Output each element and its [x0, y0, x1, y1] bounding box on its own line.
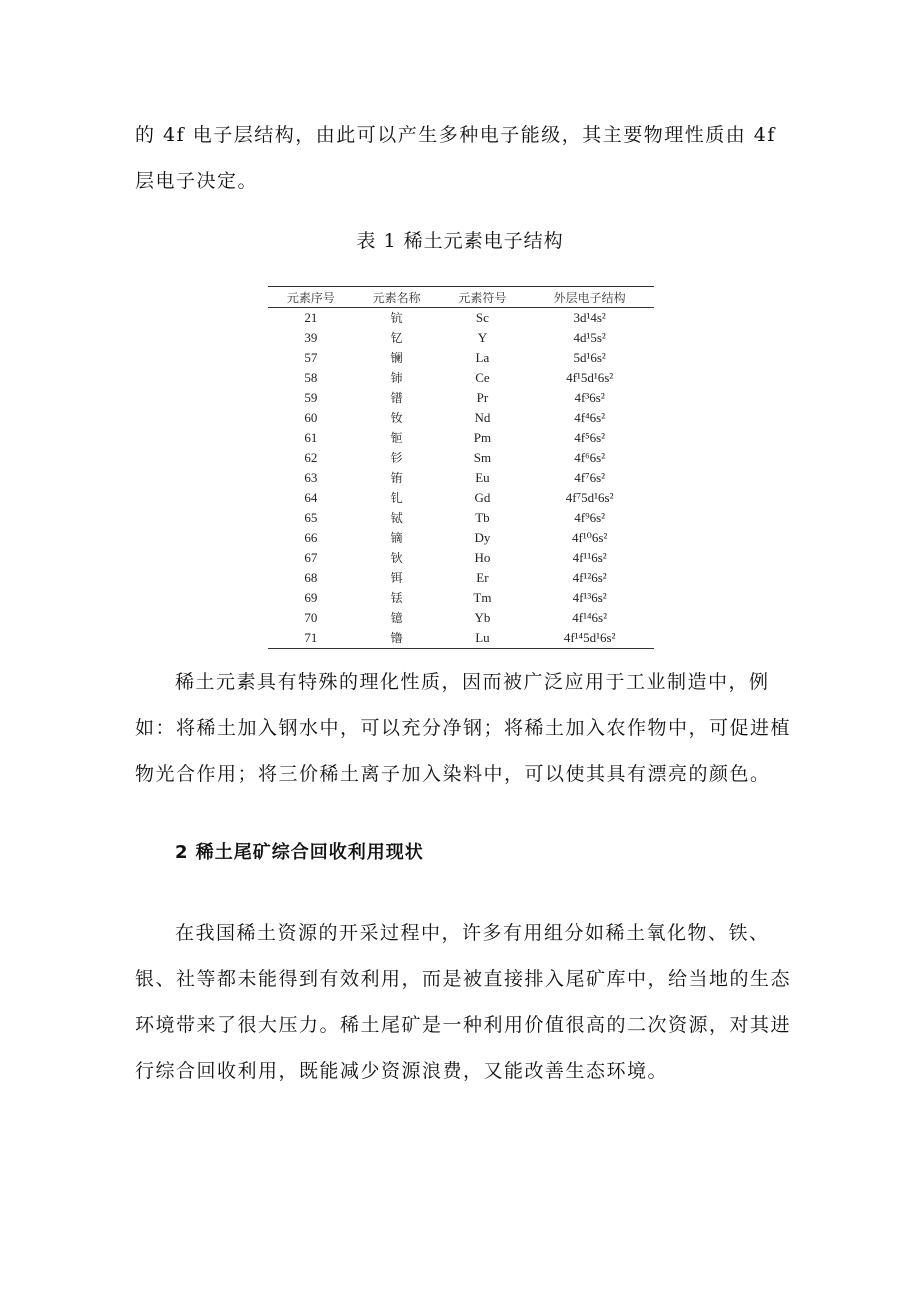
- cell-outer-electron-structure: 4d¹5s²: [573, 330, 606, 345]
- table-row: [268, 528, 654, 548]
- cell-element-symbol: Nd: [474, 410, 491, 425]
- cell-element-name: 铕: [390, 471, 403, 485]
- cell-outer-electron-structure: 4f⁹6s²: [574, 510, 606, 525]
- cell-outer-electron-structure: 4f⁶6s²: [574, 450, 606, 465]
- cell-atomic-number: 61: [304, 430, 318, 445]
- cell-element-symbol: Y: [477, 330, 488, 345]
- cell-element-name: 铽: [390, 511, 403, 525]
- cell-element-name: 铥: [390, 591, 403, 605]
- cell-atomic-number: 71: [304, 630, 318, 645]
- table-row: [268, 408, 654, 428]
- cell-outer-electron-structure: 4f¹⁰6s²: [571, 530, 608, 545]
- cell-outer-electron-structure: 3d¹4s²: [573, 310, 606, 325]
- cell-element-name: 铈: [390, 371, 403, 385]
- cell-outer-electron-structure: 4f⁷6s²: [574, 470, 606, 485]
- applications-paragraph: 稀土元素具有特殊的理化性质，因而被广泛应用于工业制造中，例如：将稀土加入钢水中，可以充分净钢；将稀土加入农作物中，可促进植物光合作用；将三价稀土离子加入染料中，可以使其具有漂亮的颜色。: [135, 671, 792, 785]
- cell-atomic-number: 60: [304, 410, 318, 425]
- cell-element-symbol: Pm: [473, 430, 492, 445]
- table-row: [268, 568, 654, 588]
- cell-atomic-number: 39: [304, 330, 318, 345]
- cell-outer-electron-structure: 4f¹⁴5d¹6s²: [563, 630, 616, 645]
- table-row: [268, 488, 654, 508]
- table-row: [268, 588, 654, 608]
- cell-element-symbol: Yb: [474, 610, 491, 625]
- cell-atomic-number: 65: [304, 510, 318, 525]
- cell-element-symbol: Pr: [476, 390, 489, 405]
- cell-atomic-number: 58: [304, 370, 318, 385]
- cell-atomic-number: 66: [304, 530, 318, 545]
- table-caption: 表 1 稀土元素电子结构: [356, 230, 564, 252]
- table-row: [268, 468, 654, 488]
- cell-element-name: 镧: [390, 351, 403, 365]
- table-row: [268, 628, 654, 649]
- header-element-name: 元素名称: [372, 290, 421, 305]
- cell-element-symbol: Sm: [473, 450, 492, 465]
- cell-atomic-number: 68: [304, 570, 318, 585]
- table-row: [268, 348, 654, 368]
- table-row: [268, 508, 654, 528]
- cell-outer-electron-structure: 4f⁵6s²: [574, 430, 606, 445]
- cell-element-name: 钆: [390, 491, 403, 505]
- cell-element-name: 钪: [390, 311, 403, 325]
- cell-outer-electron-structure: 4f¹²6s²: [572, 570, 607, 585]
- table-row: [268, 608, 654, 628]
- recycling-paragraph: 在我国稀土资源的开采过程中，许多有用组分如稀土氧化物、铁、银、社等都未能得到有效利用，而是被直接排入尾矿库中，给当地的生态环境带来了很大压力。稀土尾矿是一种利用价值很高的二次资源，对其进行综合回收利用，既能减少资源浪费，又能改善生态环境。: [135, 922, 792, 1082]
- table-row: [268, 368, 654, 388]
- cell-atomic-number: 63: [304, 470, 318, 485]
- cell-element-name: 镨: [390, 391, 403, 405]
- cell-element-symbol: Er: [476, 570, 489, 585]
- cell-outer-electron-structure: 4f⁴6s²: [574, 410, 606, 425]
- cell-element-name: 钐: [390, 451, 403, 465]
- cell-outer-electron-structure: 4f⁷5d¹6s²: [565, 490, 614, 505]
- cell-element-name: 铒: [390, 571, 403, 585]
- table-row: [268, 548, 654, 568]
- cell-outer-electron-structure: 4f¹⁴6s²: [572, 610, 607, 625]
- table-body: [268, 308, 654, 649]
- cell-element-name: 镝: [390, 531, 403, 545]
- table-row: [268, 448, 654, 468]
- cell-outer-electron-structure: 4f¹³6s²: [572, 590, 607, 605]
- cell-element-symbol: Gd: [474, 490, 491, 505]
- cell-element-symbol: Dy: [474, 530, 491, 545]
- table-header-row: [268, 287, 654, 308]
- cell-element-name: 镥: [390, 631, 403, 645]
- table-row: [268, 308, 654, 329]
- intro-paragraph: 的 4f 电子层结构，由此可以产生多种电子能级，其主要物理性质由 4f 层电子决定。: [135, 124, 776, 192]
- cell-atomic-number: 62: [304, 450, 318, 465]
- cell-element-symbol: Sc: [475, 310, 489, 325]
- cell-atomic-number: 21: [304, 310, 318, 325]
- cell-element-symbol: Eu: [475, 470, 490, 485]
- cell-outer-electron-structure: 4f¹5d¹6s²: [566, 370, 614, 385]
- table-row: [268, 328, 654, 348]
- cell-atomic-number: 64: [304, 490, 318, 505]
- cell-element-symbol: Lu: [475, 630, 490, 645]
- electron-structure-table: [268, 286, 654, 649]
- section-heading: 2 稀土尾矿综合回收利用现状: [175, 842, 424, 863]
- cell-atomic-number: 69: [304, 590, 318, 605]
- table-row: [268, 388, 654, 408]
- cell-element-symbol: Tm: [473, 590, 492, 605]
- cell-element-symbol: Ce: [475, 370, 490, 385]
- table-row: [268, 428, 654, 448]
- cell-outer-electron-structure: 5d¹6s²: [573, 350, 606, 365]
- cell-atomic-number: 67: [304, 550, 318, 565]
- cell-atomic-number: 59: [304, 390, 318, 405]
- cell-atomic-number: 70: [304, 610, 318, 625]
- cell-element-name: 钷: [390, 431, 403, 445]
- cell-outer-electron-structure: 4f¹¹6s²: [572, 550, 607, 565]
- cell-element-name: 钇: [390, 331, 403, 345]
- header-atomic-number: 元素序号: [286, 290, 335, 305]
- cell-element-name: 镱: [390, 611, 403, 625]
- cell-element-symbol: La: [475, 350, 490, 365]
- cell-element-name: 钕: [390, 411, 403, 425]
- cell-outer-electron-structure: 4f³6s²: [574, 390, 605, 405]
- header-element-symbol: 元素符号: [458, 290, 507, 305]
- cell-element-name: 钬: [390, 551, 403, 565]
- cell-element-symbol: Tb: [475, 510, 490, 525]
- header-outer-electron-structure: 外层电子结构: [553, 290, 626, 305]
- cell-atomic-number: 57: [304, 350, 318, 365]
- cell-element-symbol: Ho: [474, 550, 491, 565]
